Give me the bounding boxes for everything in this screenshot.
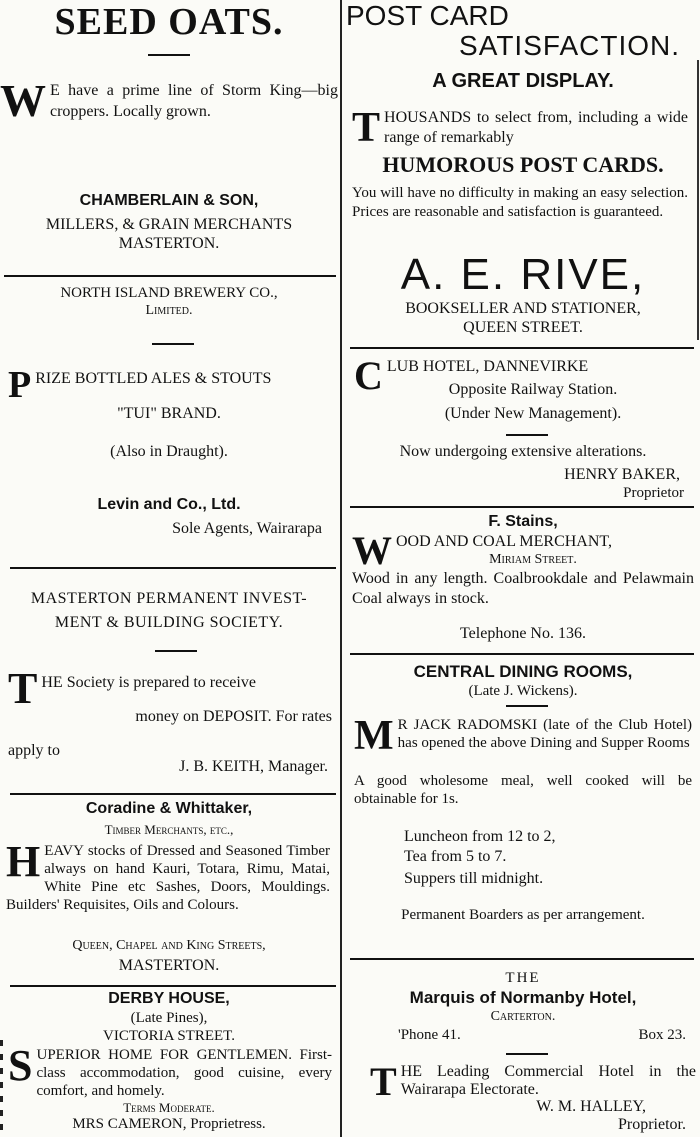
tui-brand: "TUI" BRAND. xyxy=(117,405,221,422)
seed-oats-title: SEED OATS. xyxy=(54,1,284,43)
body-text: HOUSANDS to select from, including a wide range of remarkably xyxy=(384,109,688,146)
dining-suppers: Suppers till midnight. xyxy=(404,870,544,887)
body-text: LUB HOTEL, DANNEVIRKE xyxy=(386,358,589,375)
body-text: EAVY stocks of Dressed and Seasoned Timber always on hand Kauri, Totara, Rimu, Matai, White Pine etc Sashes, Doors, Mouldings. Builders' Requisites, Oils and Colours. xyxy=(6,843,330,913)
brewery-prize xyxy=(8,364,338,406)
stains-body: Wood in any length. Coalbrookdale and Pelawmain Coal always in stock. xyxy=(352,570,694,607)
drop-cap: W xyxy=(352,528,392,573)
society-name-2: MENT & BUILDING SOCIETY. xyxy=(54,614,284,631)
club-alterations: Now undergoing extensive alterations. xyxy=(399,443,647,460)
great-display: A GREAT DISPLAY. xyxy=(432,70,614,92)
rive-name: A. E. RIVE, xyxy=(400,250,646,299)
separator xyxy=(148,54,190,56)
body-text: R JACK RADOMSKI (late of the Club Hotel) has opened the above Dining and Supper Rooms xyxy=(397,717,692,751)
drop-cap: W xyxy=(0,75,46,126)
levin-agent: Levin and Co., Ltd. xyxy=(97,496,241,513)
divider xyxy=(10,985,336,987)
coradine-name: Coradine & Whittaker, xyxy=(85,800,253,817)
divider xyxy=(4,275,336,277)
drop-cap: S xyxy=(8,1041,33,1090)
divider xyxy=(350,958,694,960)
right-column xyxy=(346,0,700,1137)
dining-boarders: Permanent Boarders as per arrangement. xyxy=(401,907,645,923)
draught-note: (Also in Draught). xyxy=(110,443,228,460)
body-text: OOD AND COAL MERCHANT, xyxy=(396,533,612,550)
body-text: HE Leading Commercial Hotel in the Wairarapa Electorate. xyxy=(400,1063,696,1098)
divider xyxy=(10,567,336,569)
derby-late: (Late Pines), xyxy=(130,1010,208,1026)
postcard-body-2: You will have no difficulty in making an easy selection. Prices are reasonable and satisfaction is guaranteed. xyxy=(352,185,688,220)
body-text: RIZE BOTTLED ALES & STOUTS xyxy=(35,370,272,387)
separator xyxy=(152,343,194,345)
club-role: Proprietor xyxy=(623,485,684,501)
club-opposite: Opposite Railway Station. xyxy=(448,381,618,398)
drop-cap: C xyxy=(354,353,383,398)
society-body xyxy=(8,666,332,768)
body-line: money on DEPOSIT. For rates xyxy=(135,708,332,725)
left-column xyxy=(0,0,338,1137)
postcard-body-1 xyxy=(352,105,688,151)
derby-prop: MRS CAMERON, Proprietress. xyxy=(72,1116,266,1132)
marquis-owner: W. M. HALLEY, xyxy=(536,1098,646,1115)
seed-oats-body xyxy=(0,75,338,126)
dining-luncheon: Luncheon from 12 to 2, xyxy=(404,828,556,845)
drop-cap: T xyxy=(370,1059,397,1104)
divider xyxy=(350,347,694,349)
dining-body-1 xyxy=(354,713,692,759)
separator xyxy=(506,705,548,707)
dining-late: (Late J. Wickens). xyxy=(468,683,578,699)
agent-role: Sole Agents, Wairarapa xyxy=(172,520,322,537)
derby-street: VICTORIA STREET. xyxy=(103,1028,235,1044)
club-management: (Under New Management). xyxy=(444,405,622,422)
divider xyxy=(10,793,336,795)
chamberlain-town: MASTERTON. xyxy=(118,235,220,252)
divider xyxy=(350,506,694,508)
body-line: HE Society is prepared to receive xyxy=(41,674,256,691)
drop-cap: P xyxy=(8,364,32,406)
marquis-box: Box 23. xyxy=(638,1027,686,1043)
body-line: apply to xyxy=(8,742,60,759)
chamberlain-name: CHAMBERLAIN & SON, xyxy=(79,192,259,209)
stains-street: Miriam Street. xyxy=(489,552,577,567)
divider xyxy=(350,653,694,655)
derby-terms: Terms Moderate. xyxy=(123,1100,215,1115)
marquis-body xyxy=(370,1059,696,1104)
derby-name: DERBY HOUSE, xyxy=(108,990,230,1007)
separator xyxy=(155,650,197,652)
rive-street: QUEEN STREET. xyxy=(463,319,583,336)
brewery-name: NORTH ISLAND BREWERY CO., xyxy=(60,285,278,301)
column-divider xyxy=(340,0,342,1137)
derby-body xyxy=(8,1041,332,1100)
drop-cap: T xyxy=(352,105,381,151)
chamberlain-trade: MILLERS, & GRAIN MERCHANTS xyxy=(45,216,293,233)
marquis-name: Marquis of Normanby Hotel, xyxy=(409,988,637,1007)
separator xyxy=(506,1053,548,1055)
separator xyxy=(506,434,548,436)
marquis-phone: 'Phone 41. xyxy=(398,1027,461,1043)
drop-cap: M xyxy=(354,713,394,759)
body-text: UPERIOR HOME FOR GENTLEMEN. First-class accommodation, good cuisine, every comfort, and homely. xyxy=(36,1047,332,1099)
marquis-role: Proprietor. xyxy=(618,1116,686,1133)
marquis-town: Carterton. xyxy=(490,1009,556,1024)
postcard-title-1: POST CARD xyxy=(346,0,509,31)
coradine-town: MASTERTON. xyxy=(118,957,220,974)
rive-trade: BOOKSELLER AND STATIONER, xyxy=(405,300,641,317)
postcard-title-2: SATISFACTION. xyxy=(459,30,680,61)
coradine-streets: Queen, Chapel and King Streets, xyxy=(72,938,266,953)
stains-name: F. Stains, xyxy=(488,513,558,530)
dining-body-2: A good wholesome meal, well cooked will be obtainable for 1s. xyxy=(354,773,692,807)
club-owner: HENRY BAKER, xyxy=(564,466,680,483)
coradine-sub: Timber Merchants, etc., xyxy=(104,822,234,837)
dining-name: CENTRAL DINING ROOMS, xyxy=(413,662,633,681)
drop-cap: T xyxy=(8,664,38,713)
dining-tea: Tea from 5 to 7. xyxy=(404,848,507,865)
brewery-limited: Limited. xyxy=(145,303,193,318)
society-manager: J. B. KEITH, Manager. xyxy=(179,758,328,775)
marquis-the: THE xyxy=(505,970,541,986)
society-name-1: MASTERTON PERMANENT INVEST- xyxy=(30,590,308,607)
stains-phone: Telephone No. 136. xyxy=(460,625,586,642)
coradine-body xyxy=(6,837,330,914)
humorous-post-cards: HUMOROUS POST CARDS. xyxy=(382,152,664,177)
drop-cap: H xyxy=(6,837,41,886)
body-text: E have a prime line of Storm King—big croppers. Locally grown. xyxy=(50,82,338,120)
